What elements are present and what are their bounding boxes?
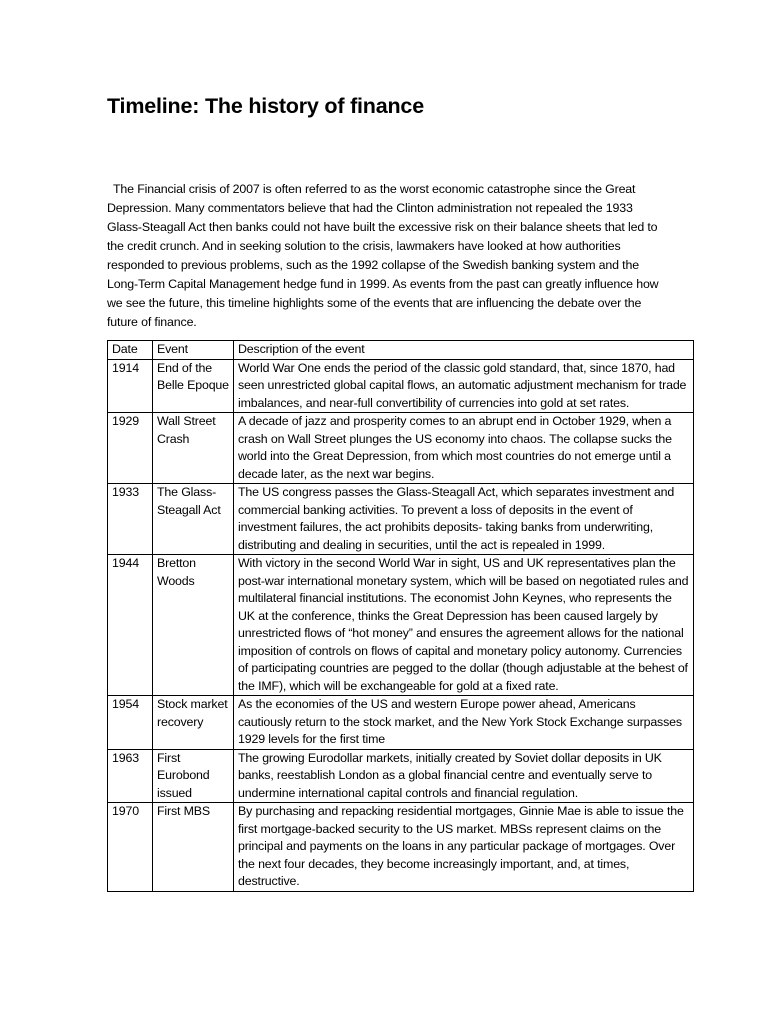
row-date: 1954 bbox=[108, 696, 153, 750]
row-date: 1929 bbox=[108, 413, 153, 484]
row-description: By purchasing and repacking residential mortgages, Ginnie Mae is able to issue the first mortgage-backed security to the US market. MBSs represent claims on the principal and payments on the loans in any particular package of mortgages. Over the next four decades, they become increasingly important, and, at times, destructive. bbox=[234, 803, 694, 892]
row-event: First MBS bbox=[153, 803, 234, 892]
row-date: 1944 bbox=[108, 555, 153, 696]
table-row bbox=[108, 555, 694, 696]
row-date: 1933 bbox=[108, 484, 153, 555]
table-row bbox=[108, 803, 694, 892]
header-event: Event bbox=[153, 341, 234, 360]
document-title: Timeline: The history of finance bbox=[107, 94, 424, 118]
table-row bbox=[108, 696, 694, 750]
table-row bbox=[108, 413, 694, 484]
row-date: 1963 bbox=[108, 749, 153, 803]
row-date: 1914 bbox=[108, 359, 153, 413]
row-description: A decade of jazz and prosperity comes to an abrupt end in October 1929, when a crash on Wall Street plunges the US economy into chaos. The collapse sucks the world into the Great Depression, from which most countries do not emerge until a decade later, as the next war begins. bbox=[234, 413, 694, 484]
row-event: End of the Belle Epoque bbox=[153, 359, 234, 413]
table-header-row bbox=[108, 341, 694, 360]
row-description: The growing Eurodollar markets, initially created by Soviet dollar deposits in UK banks, reestablish London as a global financial centre and eventually serve to undermine international capital controls and financial regulation. bbox=[234, 749, 694, 803]
timeline-rows bbox=[108, 359, 694, 891]
row-date: 1970 bbox=[108, 803, 153, 892]
timeline-table bbox=[107, 340, 694, 892]
intro-paragraph bbox=[107, 180, 662, 332]
row-event: Stock market recovery bbox=[153, 696, 234, 750]
intro-text: The Financial crisis of 2007 is often referred to as the worst economic catastrophe since the Great Depression. Many commentators believe that had the Clinton administration not repealed the 1933 Glass-Steagall Act then banks could not have built the excessive risk on their balance sheets that led to the credit crunch. And in seeking solution to the crisis, lawmakers have looked at how authorities responded to previous problems, such as the 1992 collapse of the Swedish banking system and the Long-Term Capital Management hedge fund in 1999. As events from the past can greatly influence how we see the future, this timeline highlights some of the events that are influencing the debate over the future of finance. bbox=[107, 182, 659, 329]
table-row bbox=[108, 749, 694, 803]
header-description: Description of the event bbox=[234, 341, 694, 360]
table-row bbox=[108, 484, 694, 555]
row-event: Wall Street Crash bbox=[153, 413, 234, 484]
row-description: As the economies of the US and western Europe power ahead, Americans cautiously return to the stock market, and the New York Stock Exchange surpasses 1929 levels for the first time bbox=[234, 696, 694, 750]
row-description: World War One ends the period of the classic gold standard, that, since 1870, had seen unrestricted global capital flows, an automatic adjustment mechanism for trade imbalances, and near-full convertibility of currencies into gold at set rates. bbox=[234, 359, 694, 413]
header-date: Date bbox=[108, 341, 153, 360]
table-row bbox=[108, 359, 694, 413]
row-description: With victory in the second World War in sight, US and UK representatives plan the post-war international monetary system, which will be based on negotiated rules and multilateral financial institutions. The economist John Keynes, who represents the UK at the conference, thinks the Great Depression has been caused largely by unrestricted flows of “hot money” and ensures the agreement allows for the national imposition of controls on flows of capital and monetary policy autonomy. Currencies of participating countries are pegged to the dollar (though adjustable at the behest of the IMF), which will be exchangeable for gold at a fixed rate. bbox=[234, 555, 694, 696]
row-description: The US congress passes the Glass-Steagall Act, which separates investment and commercial banking activities. To prevent a loss of deposits in the event of investment failures, the act prohibits deposits- taking banks from underwriting, distributing and dealing in securities, until the act is repealed in 1999. bbox=[234, 484, 694, 555]
row-event: The Glass-Steagall Act bbox=[153, 484, 234, 555]
row-event: First Eurobond issued bbox=[153, 749, 234, 803]
row-event: Bretton Woods bbox=[153, 555, 234, 696]
